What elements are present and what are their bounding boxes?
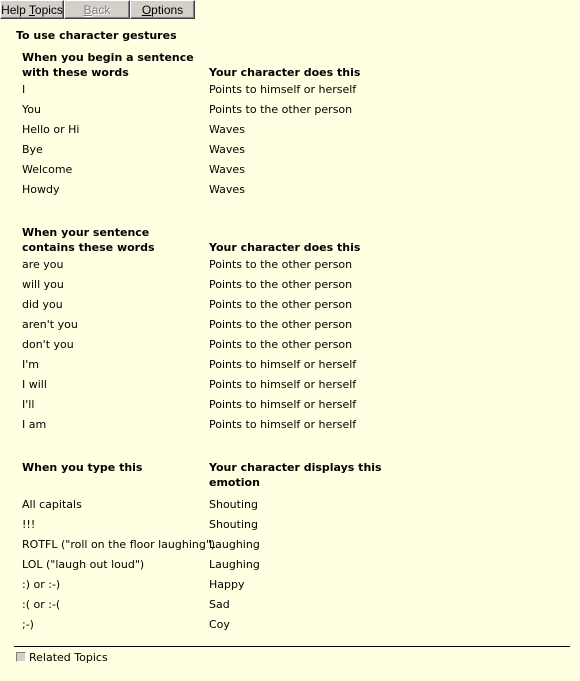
trigger-text: aren't you bbox=[22, 318, 78, 331]
action-text: Sad bbox=[209, 598, 230, 611]
action-text: Points to the other person bbox=[209, 103, 353, 116]
column-header-action: Your character does this bbox=[209, 241, 361, 254]
section-header bbox=[22, 460, 562, 495]
action-text: Points to the other person bbox=[209, 298, 353, 311]
table-row bbox=[22, 395, 562, 415]
action-text: Laughing bbox=[209, 558, 260, 571]
trigger-text: I'll bbox=[22, 398, 35, 411]
trigger-text: I will bbox=[22, 378, 47, 391]
table-row bbox=[22, 180, 562, 200]
trigger-text: Welcome bbox=[22, 163, 73, 176]
table-row bbox=[22, 100, 562, 120]
trigger-text: Hello or Hi bbox=[22, 123, 80, 136]
action-text: Waves bbox=[209, 123, 245, 136]
table-row bbox=[22, 495, 562, 515]
action-text: Coy bbox=[209, 618, 230, 631]
related-topics-link[interactable] bbox=[16, 651, 108, 665]
trigger-text: ROTFL ("roll on the floor laughing") bbox=[22, 538, 216, 551]
column-header-trigger: When you begin a sentence with these words bbox=[22, 51, 194, 79]
section-header bbox=[22, 50, 562, 80]
action-text: Points to himself or herself bbox=[209, 398, 357, 411]
trigger-text: did you bbox=[22, 298, 63, 311]
section-begin-sentence bbox=[22, 50, 562, 200]
action-text: Shouting bbox=[209, 498, 258, 511]
action-text: Points to the other person bbox=[209, 318, 353, 331]
action-text: Points to himself or herself bbox=[209, 418, 357, 431]
trigger-text: :) or :-) bbox=[22, 578, 61, 591]
table-row bbox=[22, 415, 562, 435]
action-text: Points to the other person bbox=[209, 278, 353, 291]
trigger-text: ;-) bbox=[22, 618, 34, 631]
column-header-trigger: When your sentence contains these words bbox=[22, 226, 155, 254]
section-sentence-contains bbox=[22, 225, 562, 435]
table-row bbox=[22, 615, 562, 635]
trigger-text: I am bbox=[22, 418, 47, 431]
table-row bbox=[22, 555, 562, 575]
action-text: Waves bbox=[209, 183, 245, 196]
action-text: Points to himself or herself bbox=[209, 378, 357, 391]
trigger-text: You bbox=[22, 103, 41, 116]
table-row bbox=[22, 375, 562, 395]
trigger-text: are you bbox=[22, 258, 64, 271]
column-header-action: Your character displays this emotion bbox=[209, 461, 382, 489]
related-topics-icon bbox=[16, 652, 26, 662]
table-row bbox=[22, 120, 562, 140]
table-row bbox=[22, 160, 562, 180]
action-text: Points to the other person bbox=[209, 258, 353, 271]
action-text: Waves bbox=[209, 143, 245, 156]
trigger-text: don't you bbox=[22, 338, 74, 351]
table-row bbox=[22, 275, 562, 295]
table-row bbox=[22, 140, 562, 160]
table-row bbox=[22, 595, 562, 615]
trigger-text: Bye bbox=[22, 143, 43, 156]
table-row bbox=[22, 295, 562, 315]
trigger-text: :( or :-( bbox=[22, 598, 61, 611]
action-text: Happy bbox=[209, 578, 245, 591]
trigger-text: All capitals bbox=[22, 498, 82, 511]
help-topics-button[interactable]: Help Topics bbox=[0, 0, 64, 19]
table-row bbox=[22, 315, 562, 335]
action-text: Laughing bbox=[209, 538, 260, 551]
back-button[interactable]: Back bbox=[64, 0, 130, 19]
options-button[interactable]: Options bbox=[130, 0, 195, 19]
trigger-text: I'm bbox=[22, 358, 39, 371]
table-row bbox=[22, 535, 562, 555]
section-type-this bbox=[22, 460, 562, 635]
table-row bbox=[22, 335, 562, 355]
table-row bbox=[22, 355, 562, 375]
action-text: Shouting bbox=[209, 518, 258, 531]
trigger-text: will you bbox=[22, 278, 64, 291]
trigger-text: !!! bbox=[22, 518, 36, 531]
column-header-action: Your character does this bbox=[209, 66, 361, 79]
page-title: To use character gestures bbox=[16, 29, 177, 42]
trigger-text: I bbox=[22, 83, 26, 96]
section-header bbox=[22, 225, 562, 255]
action-text: Points to the other person bbox=[209, 338, 353, 351]
trigger-text: Howdy bbox=[22, 183, 60, 196]
trigger-text: LOL ("laugh out loud") bbox=[22, 558, 145, 571]
help-toolbar bbox=[0, 0, 580, 22]
table-row bbox=[22, 255, 562, 275]
table-row bbox=[22, 80, 562, 100]
column-header-trigger: When you type this bbox=[22, 461, 143, 474]
table-row bbox=[22, 575, 562, 595]
action-text: Points to himself or herself bbox=[209, 83, 357, 96]
action-text: Points to himself or herself bbox=[209, 358, 357, 371]
table-row bbox=[22, 515, 562, 535]
related-topics-label: Related Topics bbox=[29, 651, 108, 664]
action-text: Waves bbox=[209, 163, 245, 176]
divider bbox=[14, 646, 570, 647]
